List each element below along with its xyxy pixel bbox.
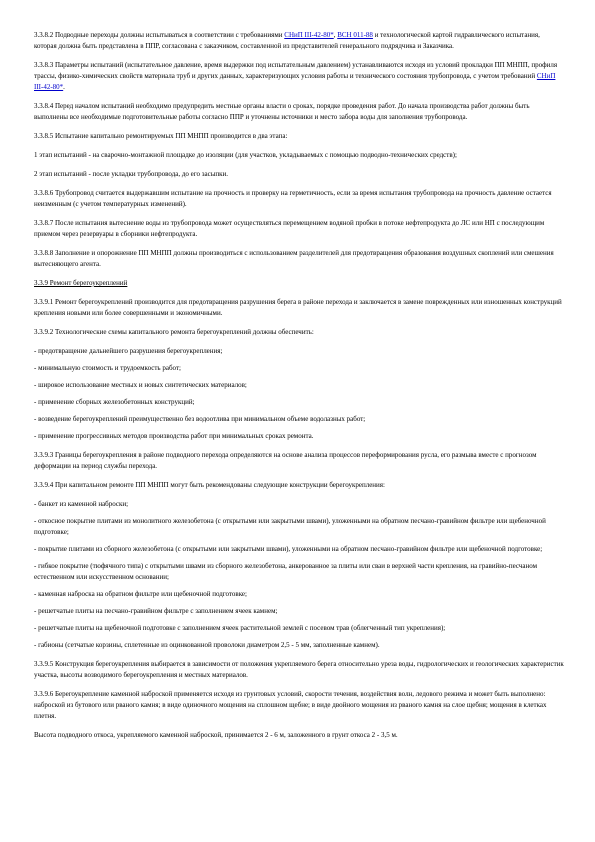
paragraph-3-3-9-5: 3.3.9.5 Конструкция берегоукрепления выбирается в зависимости от положения укрепляемого берега относительно уреза воды, гидрологических и геологических характеристик участка, высоты возводимого берегоукрепления и местных материалов. <box>34 660 564 679</box>
list-item: - гибкое покрытие (тюфячного типа) с открытыми швами из сборного железобетона, анкерованное за плиты или сваи в верхней части крепления, на гравийно-песчаном естественном или искусственном основании; <box>34 562 538 581</box>
paragraph-3-3-9-1: 3.3.9.1 Ремонт берегоукреплений производится для предотвращения разрушения берега в районе перехода и заключается в замене поврежденных или изношенных конструкций крепления новыми или более совершенными и экономичными. <box>34 298 562 317</box>
paragraph-3-3-8-8: 3.3.8.8 Заполнение и опорожнение ПП МНПП должны производиться с использованием разделителей для предотвращения образования воздушных скоплений или смешения вытесняющего агента. <box>34 249 554 268</box>
paragraph-3-3-8-4: 3.3.8.4 Перед началом испытаний необходимо предупредить местные органы власти о сроках, порядке проведения работ. До начала производства работ должны быть выполнены все необходимые подготовительные работы согласно ППР и уточнены источники и место забора воды для заполнения трубопровода. <box>34 102 530 121</box>
document-page <box>34 30 564 749</box>
list-item: - широкое использование местных и новых синтетических материалов; <box>34 381 247 389</box>
list-item: - предотвращение дальнейшего разрушения берегоукрепления; <box>34 347 223 355</box>
paragraph-3-3-8-2 <box>34 30 564 52</box>
paragraph-3-3-9-6: 3.3.9.6 Берегоукрепление каменной наброской применяется исходя из грунтовых условий, скорости течения, воздействия волн, ледового режима и может быть выполнено: наброской из бутового или рваного камня; в виде одиночного мощения на сплошном щебне; в виде двойного мощения из рваного камня на слое щебня; мощения в клетках плетня. <box>34 690 547 720</box>
paragraph-3-3-9-3: 3.3.9.3 Границы берегоукрепления в районе подводного перехода определяются на основе анализа процессов переформирования русла, его размыва вместе с прогнозом деформации на период службы перехода. <box>34 451 537 470</box>
list-item: - габионы (сетчатые корзины, сплетенные из оцинкованной проволоки диаметром 2,5 - 5 мм, заполненные камнем). <box>34 641 380 649</box>
list-item: - банкет из каменной наброски; <box>34 500 129 508</box>
list-item: - решетчатые плиты на песчано-гравийном фильтре с заполнением ячеек камнем; <box>34 607 278 615</box>
stage-1: 1 этап испытаний - на сварочно-монтажной площадке до изоляции (для участков, укладываемых с помощью подводно-технических средств); <box>34 151 457 159</box>
snip-link[interactable]: СНиП III-42-80* <box>34 72 556 91</box>
paragraph-3-3-9-4: 3.3.9.4 При капитальном ремонте ПП МНПП могут быть рекомендованы следующие конструкции берегоукрепления: <box>34 481 385 489</box>
paragraph-slope-height: Высота подводного откоса, укрепляемого каменной наброской, принимается 2 - 6 м, заложенного в грунт откоса 2 - 3,5 м. <box>34 731 398 739</box>
list-item: - применение сборных железобетонных конструкций; <box>34 398 195 406</box>
paragraph-text: 3.3.8.2 Подводные переходы должны испытываться в соответствии с требованиями <box>34 31 285 39</box>
snip-link[interactable]: СНиП III-42-80* <box>284 31 334 39</box>
list-item: - применение прогрессивных методов производства работ при минимальных сроках ремонта. <box>34 432 314 440</box>
vsn-link[interactable]: ВСН 011-88 <box>337 31 373 39</box>
list-item: - каменная наброска на обратном фильтре или щебеночной подготовке; <box>34 590 247 598</box>
paragraph-3-3-8-6: 3.3.8.6 Трубопровод считается выдержавшим испытание на прочность и проверку на герметичность, если за время испытания трубопровода на прочность давление остается неизменным (с учетом температурных изменений). <box>34 189 552 208</box>
paragraph-3-3-8-5: 3.3.8.5 Испытание капитально ремонтируемых ПП МНПП производится в два этапа: <box>34 132 288 140</box>
paragraph-text: и технологической картой гидравлического испытания, которая должна быть представлена в ППР, согласована с заказчиком, составленной из представителей генерального подрядчика и Заказчика. <box>34 31 540 50</box>
paragraph-3-3-8-7: 3.3.8.7 После испытания вытеснение воды из трубопровода может осуществляться перемещением водяной пробки в потоке нефтепродукта до ЛС или НП с последующим приемом через резервуары в сборники нефтепродукта. <box>34 219 545 238</box>
paragraph-text: 3.3.8.3 Параметры испытаний (испытательное давление, время выдержки под испытательным давлением) устанавливаются исходя из условий прокладки ПП МНПП, профиля трассы, физико-химических свойств материала труб и других данных, характеризующих условия работы и технического состояния трубопровода, с учетом требований <box>34 61 558 80</box>
stage-2: 2 этап испытаний - после укладки трубопровода, до его засыпки. <box>34 170 229 178</box>
list-item: - минимальную стоимость и трудоемкость работ; <box>34 364 181 372</box>
list-item: - откосное покрытие плитами из монолитного железобетона (с открытыми или закрытыми швами), уложенными на обратном песчано-гравийном фильтре или щебеночной подготовке; <box>34 517 546 536</box>
paragraph-3-3-8-3 <box>34 60 564 93</box>
section-heading-text: 3.3.9 Ремонт берегоукреплений <box>34 279 128 287</box>
list-item: - покрытие плитами из сборного железобетона (с открытыми или закрытыми швами), уложенными на обратном песчано-гравийном фильтре или щебеночной подготовке; <box>34 545 543 553</box>
paragraph-3-3-9-2: 3.3.9.2 Технологические схемы капитального ремонта берегоукреплений должны обеспечить: <box>34 328 314 336</box>
paragraph-text: , <box>333 31 338 39</box>
list-item: - решетчатые плиты на щебеночной подготовке с заполнением ячеек растительной землей с посевом трав (облегченный тип укрепления); <box>34 624 446 632</box>
section-heading-3-3-9 <box>34 278 564 289</box>
paragraph-text: . <box>63 83 65 91</box>
list-item: - возведение берегоукреплений преимущественно без водоотлива при минимальном объеме водолазных работ; <box>34 415 366 423</box>
